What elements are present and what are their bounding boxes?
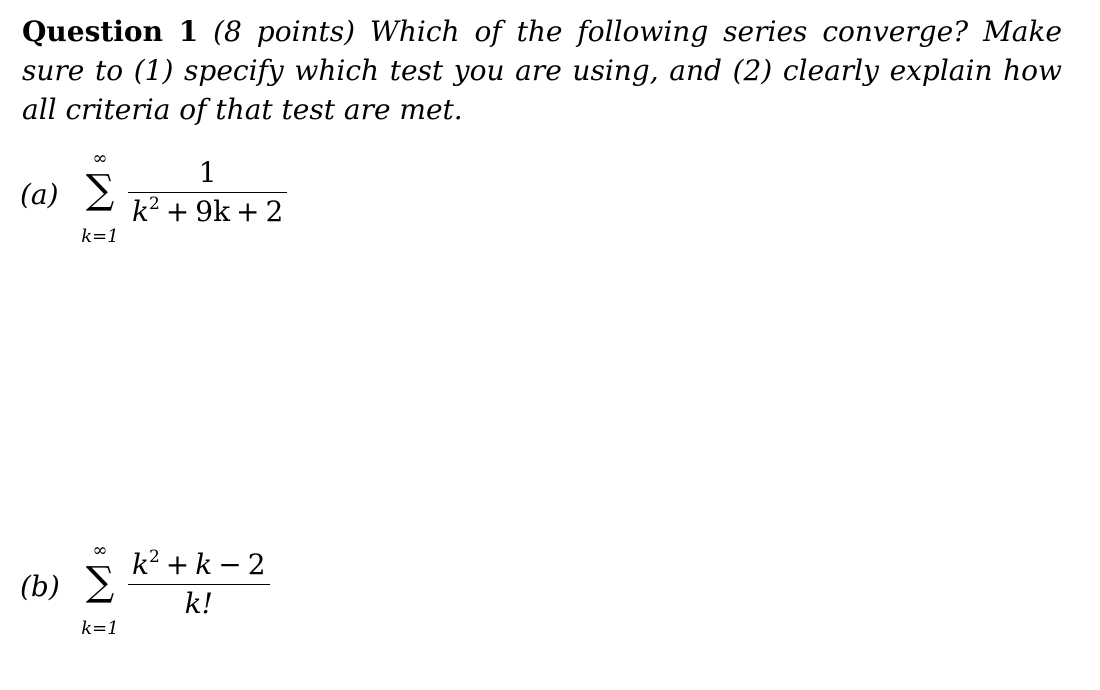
part-b-label: (b)	[20, 570, 60, 603]
part-a-numerator: 1	[128, 156, 287, 193]
part-b-sum-lower-limit: k=1	[81, 618, 119, 639]
part-b-summation	[76, 540, 124, 640]
part-a-label: (a)	[20, 178, 59, 211]
part-a-den-base: k	[132, 195, 149, 228]
part-a-den-term2: 9k	[195, 195, 231, 228]
part-b-numerator	[128, 548, 270, 585]
part-b-num-op2: −	[218, 548, 242, 581]
part-b	[20, 540, 540, 650]
part-a-summation	[76, 148, 124, 248]
part-a-den-op1: +	[165, 195, 190, 228]
part-b-num-term3: 2	[247, 548, 266, 581]
question-label: Question 1	[22, 15, 199, 48]
part-a-den-term3: 2	[265, 195, 284, 228]
part-b-fraction	[128, 548, 270, 621]
part-a-sum-lower-limit: k=1	[81, 226, 119, 247]
part-a-denominator	[128, 193, 287, 229]
part-b-denominator: k!	[184, 587, 213, 620]
part-b-num-base: k	[132, 548, 149, 581]
part-a-den-op2: +	[236, 195, 260, 228]
part-b-num-op1: +	[165, 548, 190, 581]
part-a-den-exponent: 2	[148, 194, 160, 214]
question-prompt: Which of the following series converge? Make sure to (1) specify which test you are using, and (2) clearly explain how all criteria of that test are met.	[22, 15, 1062, 126]
part-a-sigma-symbol: ∑	[85, 167, 115, 213]
part-a-sum-upper-limit: ∞	[92, 148, 108, 169]
part-b-sigma-symbol: ∑	[85, 559, 115, 605]
part-b-sum-upper-limit: ∞	[92, 540, 108, 561]
question-heading	[22, 12, 1062, 129]
question-points: (8 points)	[213, 15, 356, 48]
part-b-num-exponent: 2	[148, 547, 160, 567]
part-a	[20, 148, 540, 258]
part-a-fraction	[128, 156, 287, 229]
part-b-num-term2: k	[195, 548, 213, 581]
